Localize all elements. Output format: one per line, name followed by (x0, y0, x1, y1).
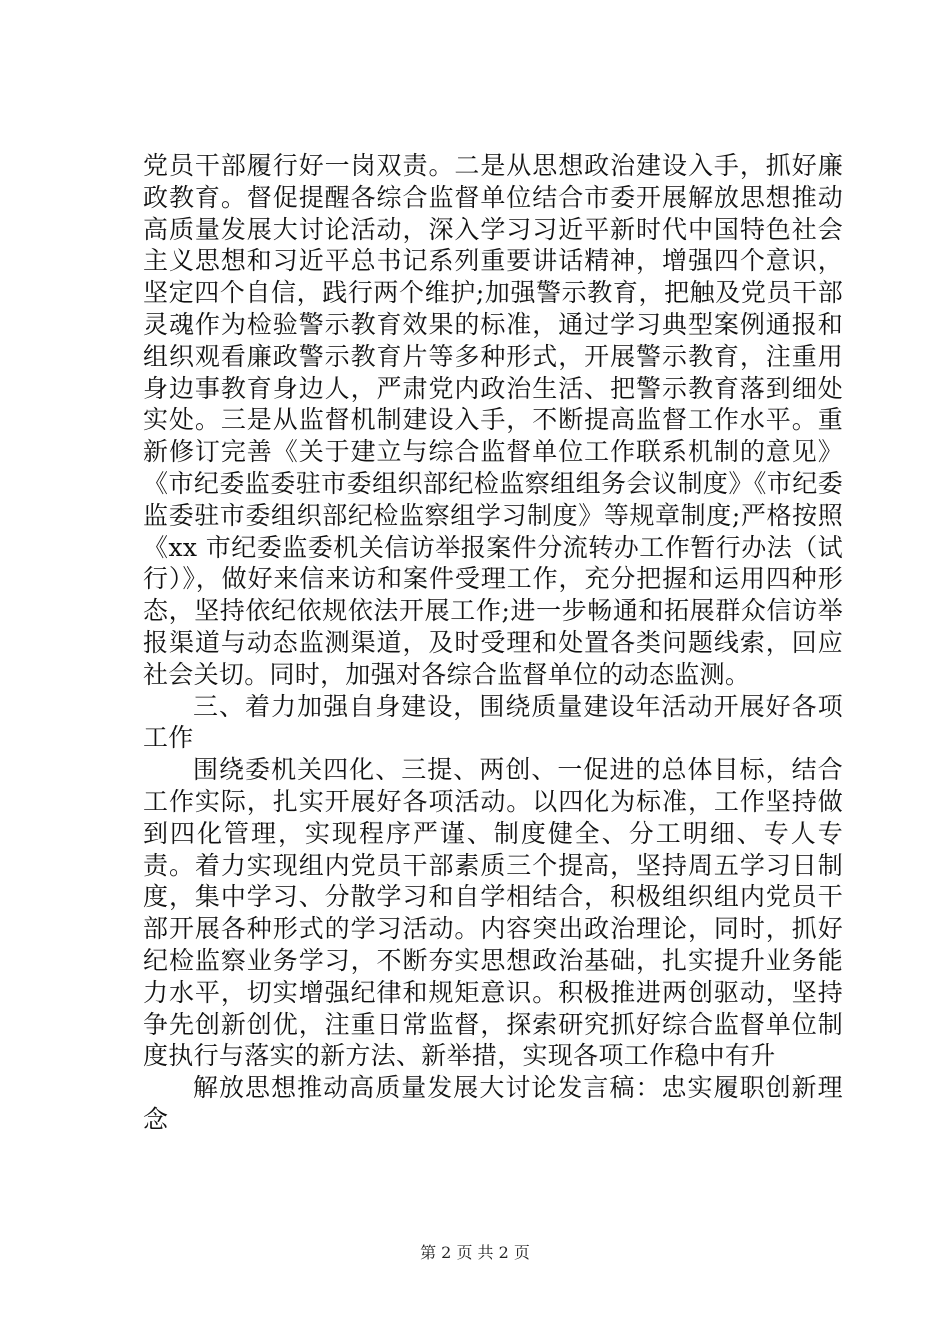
paragraph-body: 围绕委机关四化、三提、两创、一促进的总体目标，结合工作实际，扎实开展好各项活动。以四化为标准，工作坚持做到四化管理，实现程序严谨、制度健全、分工明细、专人专责。着力实现组内党员干部素质三个提高，坚持周五学习日制度，集中学习、分散学习和自学相结合，积极组织组内党员干部开展各种形式的学习活动。内容突出政治理论，同时，抓好纪检监察业务学习，不断夯实思想政治基础，扎实提升业务能力水平，切实增强纪律和规矩意识。积极推进两创驱动，坚持争先创新创优，注重日常监督，探索研究抓好综合监督单位制度执行与落实的新方法、新举措，实现各项工作稳中有升 (143, 755, 843, 1071)
document-body (143, 150, 843, 1136)
paragraph-continuation: 党员干部履行好一岗双责。二是从思想政治建设入手，抓好廉政教育。督促提醒各综合监督单位结合市委开展解放思想推动高质量发展大讨论活动，深入学习习近平新时代中国特色社会主义思想和习近平总书记系列重要讲话精神，增强四个意识，坚定四个自信，践行两个维护;加强警示教育，把触及党员干部灵魂作为检验警示教育效果的标准，通过学习典型案例通报和组织观看廉政警示教育片等多种形式，开展警示教育，注重用身边事教育身边人，严肃党内政治生活、把警示教育落到细处实处。三是从监督机制建设入手，不断提高监督工作水平。重新修订完善《关于建立与综合监督单位工作联系机制的意见》《市纪委监委驻市委组织部纪检监察组组务会议制度》《市纪委监委驻市委组织部纪检监察组学习制度》等规章制度;严格按照《xx 市纪委监委机关信访举报案件分流转办工作暂行办法（试行）》，做好来信来访和案件受理工作，充分把握和运用四种形态，坚持依纪依规依法开展工作;进一步畅通和拓展群众信访举报渠道与动态监测渠道，及时受理和处置各类问题线索，回应社会关切。同时，加强对各综合监督单位的动态监测。 (143, 151, 843, 689)
page-number-footer: 第 2 页 共 2 页 (420, 1243, 530, 1262)
section-heading: 三、着力加强自身建设，围绕质量建设年活动开展好各项工作 (143, 691, 843, 753)
next-article-title: 解放思想推动高质量发展大讨论发言稿：忠实履职创新理念 (143, 1073, 843, 1134)
